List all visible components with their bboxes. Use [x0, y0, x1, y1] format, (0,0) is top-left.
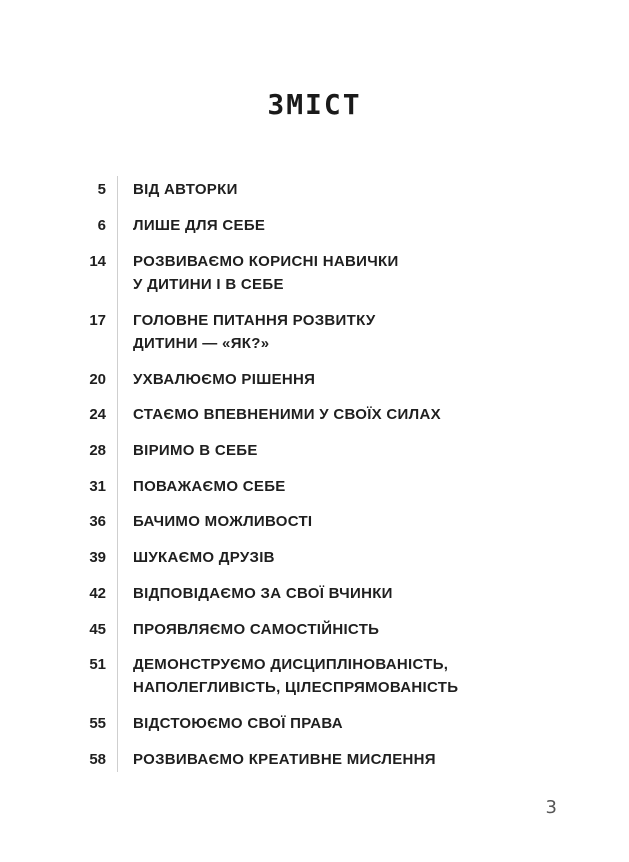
toc-page-number: 55 [89, 715, 106, 732]
toc-entry-title [133, 712, 603, 735]
toc-entry-line: ГОЛОВНЕ ПИТАННЯ РОЗВИТКУ [133, 312, 376, 329]
toc-divider [117, 176, 118, 772]
toc-entry-line: ЛИШЕ ДЛЯ СЕБЕ [133, 217, 266, 234]
toc-entry-line: УХВАЛЮЄМО РІШЕННЯ [133, 371, 316, 388]
page-number: 3 [545, 797, 557, 818]
toc-entry-title [133, 178, 603, 201]
toc-page-number: 20 [89, 371, 106, 388]
toc-entry-title [133, 439, 603, 462]
toc-entry-title [133, 748, 603, 771]
toc-entry-line: У ДИТИНИ І В СЕБЕ [133, 276, 284, 293]
toc-entry-line: ШУКАЄМО ДРУЗІВ [133, 549, 275, 566]
toc-entry-title [133, 214, 603, 237]
toc-page-number: 58 [89, 751, 106, 768]
toc-entry-title [133, 403, 603, 426]
toc-page-number: 6 [97, 217, 106, 234]
toc-entry-line: НАПОЛЕГЛИВІСТЬ, ЦІЛЕСПРЯМОВАНІСТЬ [133, 679, 459, 696]
toc-page-number: 28 [89, 442, 106, 459]
toc-entry-title [133, 582, 603, 605]
toc-page-number: 45 [89, 621, 106, 638]
toc-entry-title [133, 653, 603, 699]
toc-page-number: 31 [89, 478, 106, 495]
toc-page-number: 5 [97, 181, 106, 198]
toc-entry-line: ПРОЯВЛЯЄМО САМОСТІЙНІСТЬ [133, 621, 380, 638]
toc-page-number: 42 [89, 585, 106, 602]
toc-entry-line: ВІДПОВІДАЄМО ЗА СВОЇ ВЧИНКИ [133, 585, 393, 602]
toc-entry-title [133, 250, 603, 296]
toc-entry-title [133, 618, 603, 641]
toc-entry-title [133, 309, 603, 355]
toc-entry-line: ПОВАЖАЄМО СЕБЕ [133, 478, 286, 495]
toc-page-number: 36 [89, 513, 106, 530]
toc-entry-title [133, 546, 603, 569]
toc-entry-title [133, 510, 603, 533]
toc-page-number: 39 [89, 549, 106, 566]
toc-entry-line: ВІД АВТОРКИ [133, 181, 238, 198]
toc-entry-title [133, 368, 603, 391]
toc-entry-line: ВІДСТОЮЄМО СВОЇ ПРАВА [133, 715, 343, 732]
toc-entry-line: РОЗВИВАЄМО КОРИСНІ НАВИЧКИ [133, 253, 399, 270]
toc-entry-line: ВІРИМО В СЕБЕ [133, 442, 258, 459]
toc-page-number: 24 [89, 406, 106, 423]
toc-page-number: 51 [89, 656, 106, 673]
toc-page-number: 14 [89, 253, 106, 270]
page-title: ЗМІСТ [267, 88, 362, 121]
toc-entry-line: СТАЄМО ВПЕВНЕНИМИ У СВОЇХ СИЛАХ [133, 406, 441, 423]
toc-entry-line: ДИТИНИ — «ЯК?» [133, 335, 270, 352]
toc-entry-line: ДЕМОНСТРУЄМО ДИСЦИПЛІНОВАНІСТЬ, [133, 656, 449, 673]
toc-page-number: 17 [89, 312, 106, 329]
toc-entry-line: РОЗВИВАЄМО КРЕАТИВНЕ МИСЛЕННЯ [133, 751, 436, 768]
toc-entry-title [133, 475, 603, 498]
toc-entry-line: БАЧИМО МОЖЛИВОСТІ [133, 513, 313, 530]
